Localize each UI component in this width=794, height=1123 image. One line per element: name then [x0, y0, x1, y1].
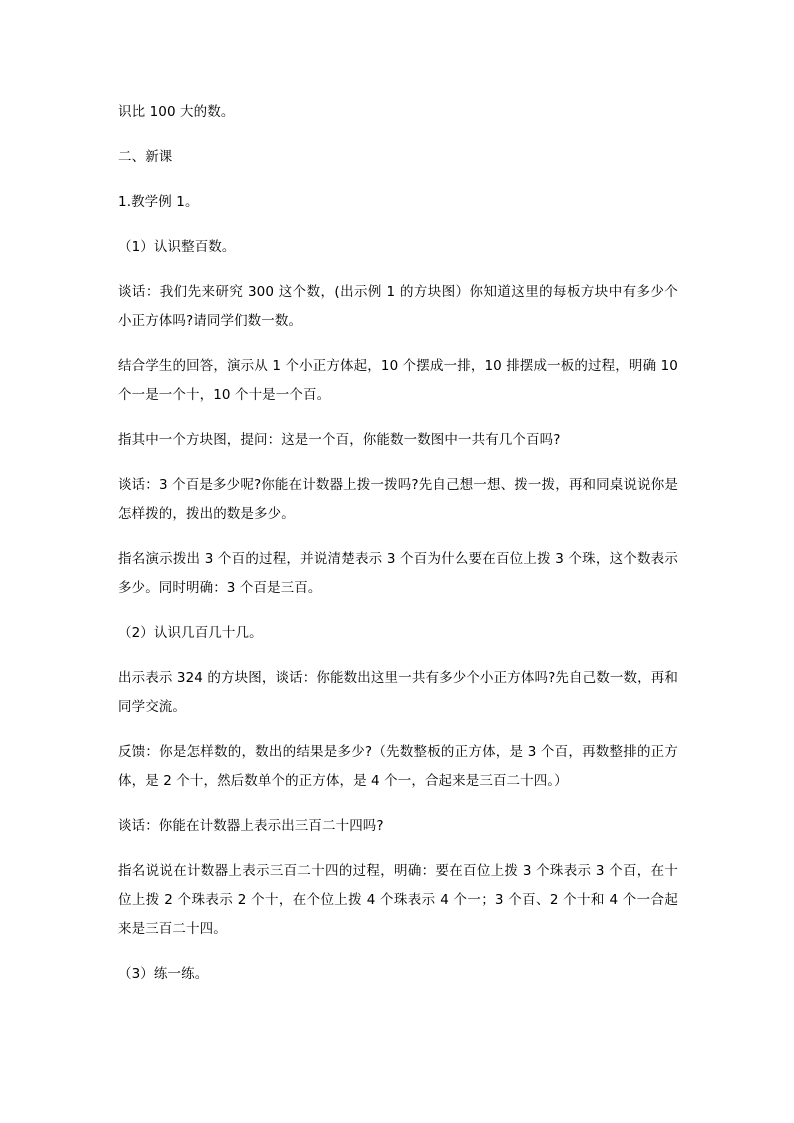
- subheading-practice: （3）练一练。: [118, 966, 209, 982]
- paragraph-demo-three-hundreds: 指名演示拨出 3 个百的过程，并说清楚表示 3 个百为什么要在百位上拨 3 个珠，这个数表示多少。同时明确：3 个百是三百。: [118, 551, 678, 596]
- paragraph-talk-300: 谈话：我们先来研究 300 这个数，(出示例 1 的方块图）你知道这里的每板方块中有多少个小正方体吗?请同学们数一数。: [118, 284, 678, 329]
- subheading-example-1: 1.教学例 1。: [118, 194, 199, 210]
- paragraph-explain-324: 指名说说在计数器上表示三百二十四的过程，明确：要在百位上拨 3 个珠表示 3 个百，在十位上拨 2 个珠表示 2 个十，在个位上拨 4 个珠表示 4 个一；3 个百、2 个十和 4 个一合起来是三百二十四。: [118, 863, 678, 937]
- paragraph-point-block: 指其中一个方块图，提问：这是一个百，你能数一数图中一共有几个百吗?: [118, 432, 561, 448]
- paragraph-demo-cubes: 结合学生的回答，演示从 1 个小正方体起，10 个摆成一排，10 排摆成一板的过程，明确 10 个一是一个十，10 个十是一个百。: [118, 358, 678, 403]
- paragraph-intro-tail: 识比 100 大的数。: [118, 104, 235, 120]
- subheading-whole-hundreds: （1）认识整百数。: [118, 239, 236, 255]
- paragraph-feedback: 反馈：你是怎样数的，数出的结果是多少?（先数整板的正方体，是 3 个百，再数整排的正方体，是 2 个十，然后数单个的正方体，是 4 个一，合起来是三百二十四。）: [118, 744, 678, 789]
- paragraph-talk-abacus: 谈话：3 个百是多少呢?你能在计数器上拨一拨吗?先自己想一想、拨一拨，再和同桌说说你是怎样拨的，拨出的数是多少。: [118, 477, 678, 522]
- section-heading-new-lesson: 二、新课: [118, 149, 173, 165]
- document-body: [118, 98, 678, 1005]
- subheading-hundreds-tens-ones: （2）认识几百几十几。: [118, 625, 263, 641]
- paragraph-show-324: 出示表示 324 的方块图，谈话：你能数出这里一共有多少个小正方体吗?先自己数一数，再和同学交流。: [118, 670, 678, 715]
- paragraph-talk-324-abacus: 谈话：你能在计数器上表示出三百二十四吗?: [118, 818, 384, 834]
